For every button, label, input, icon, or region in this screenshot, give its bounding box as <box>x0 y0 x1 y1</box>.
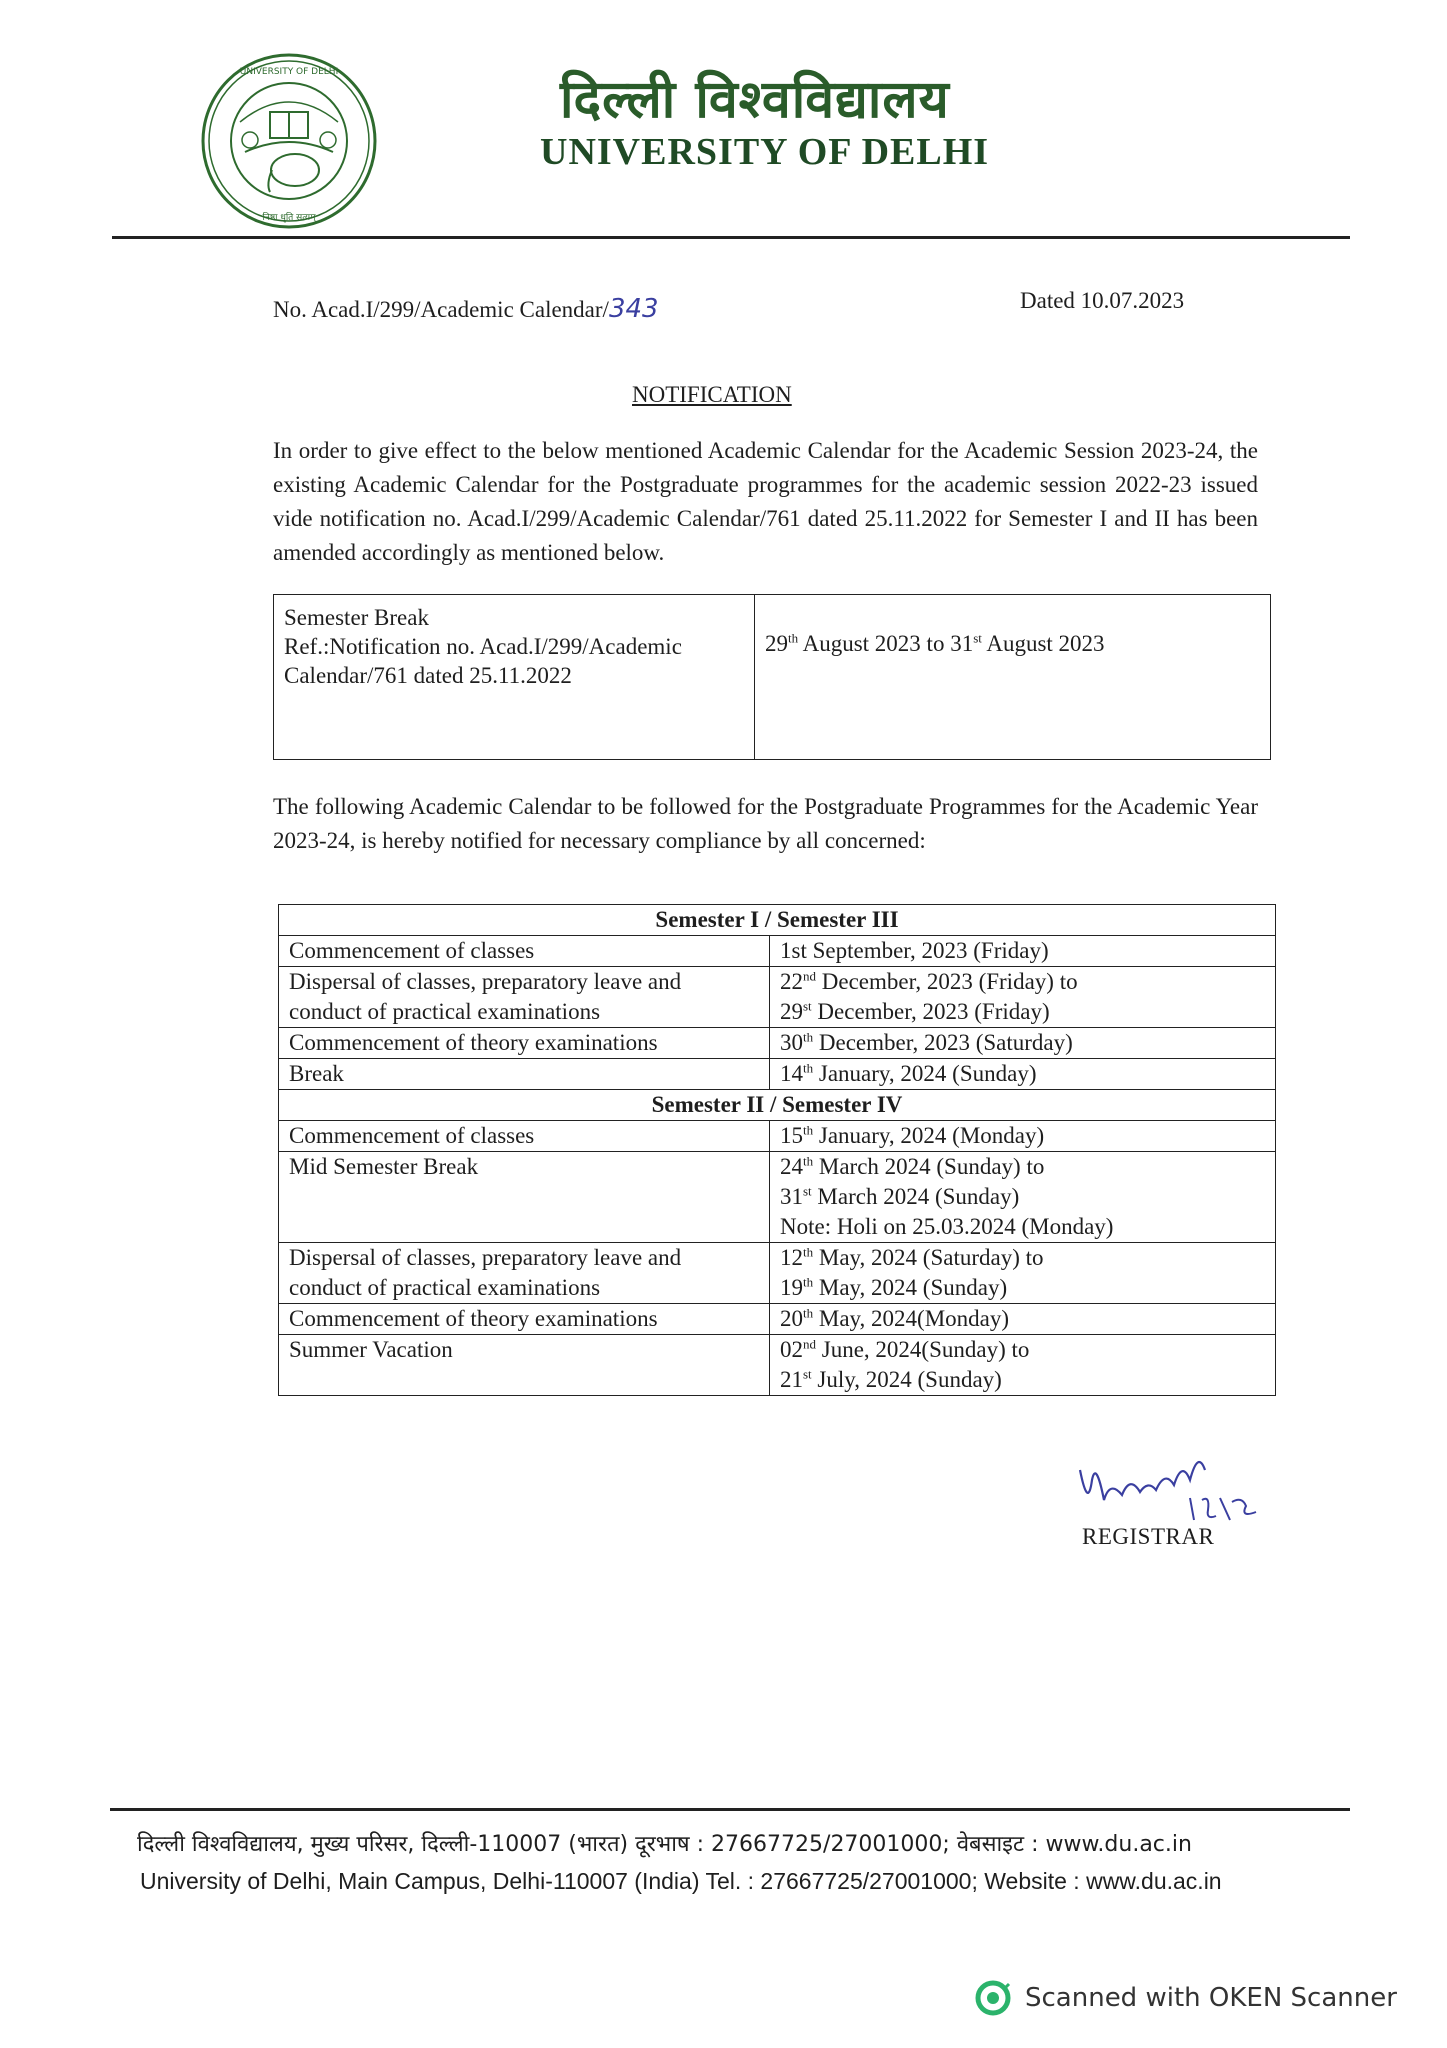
date-part: May, 2024 (Sunday) <box>813 1275 1008 1300</box>
date-sup: th <box>803 1244 814 1260</box>
university-name-hindi: दिल्ली विश्वविद्यालय <box>560 69 950 130</box>
date-sup: st <box>973 630 982 646</box>
table-row <box>279 1059 1276 1090</box>
table-row <box>279 1121 1276 1152</box>
university-seal-icon <box>200 52 378 230</box>
event-date <box>770 1243 1276 1304</box>
reference-prefix: No. Acad.I/299/Academic Calendar/ <box>273 297 609 322</box>
event-label: Commencement of classes <box>279 1121 770 1152</box>
date-sup: st <box>803 1183 812 1199</box>
date-part: 21 <box>780 1367 803 1392</box>
date-part: December, 2023 (Saturday) <box>813 1030 1073 1055</box>
footer-divider <box>110 1808 1350 1811</box>
date-sup: th <box>803 1122 814 1138</box>
handwritten-number: 343 <box>608 294 659 324</box>
date-sup: th <box>803 1060 814 1076</box>
label-line: conduct of practical examinations <box>289 999 601 1024</box>
header-divider <box>112 236 1350 239</box>
table-row <box>274 595 1271 760</box>
date-part: January, 2024 (Sunday) <box>813 1061 1037 1086</box>
event-date <box>770 1059 1276 1090</box>
date-part: 24 <box>780 1154 803 1179</box>
event-label <box>279 1243 770 1304</box>
date-part: March 2024 (Sunday) to <box>813 1154 1045 1179</box>
event-date <box>770 1028 1276 1059</box>
date-sup: th <box>803 1305 814 1321</box>
date-part: June, 2024(Sunday) to <box>816 1337 1030 1362</box>
date-part: 30 <box>780 1030 803 1055</box>
date-part: 02 <box>780 1337 803 1362</box>
table-row <box>279 936 1276 967</box>
date-part: August 2023 to 31 <box>798 631 974 656</box>
event-date: 1st September, 2023 (Friday) <box>770 936 1276 967</box>
date-sup: st <box>803 1366 812 1382</box>
semester-break-table <box>273 594 1271 760</box>
table-row <box>279 1335 1276 1396</box>
label-line: Semester Break <box>284 605 429 630</box>
date-part: 31 <box>780 1184 803 1209</box>
holi-note: Note: Holi on 25.03.2024 (Monday) <box>780 1214 1114 1239</box>
event-date <box>770 1152 1276 1243</box>
event-label: Commencement of classes <box>279 936 770 967</box>
footer-english: University of Delhi, Main Campus, Delhi-110007 (India) Tel. : 27667725/27001000; Website : www.du.ac.in <box>140 1868 1222 1894</box>
notification-heading: NOTIFICATION <box>632 382 792 407</box>
date-part: December, 2023 (Friday) to <box>816 969 1078 994</box>
scanner-watermark <box>975 1980 1397 2016</box>
event-label: Mid Semester Break <box>279 1152 770 1243</box>
event-label: Break <box>279 1059 770 1090</box>
date-part: 29 <box>780 999 803 1024</box>
registrar-signature-icon <box>1070 1440 1280 1530</box>
footer-hindi: दिल्ली विश्वविद्यालय, मुख्य परिसर, दिल्ली-110007 (भारत) दूरभाष : 27667725/27001000; वेबसाइट : www.du.ac.in <box>137 1832 1192 1857</box>
seal-text: UNIVERSITY OF DELHI <box>239 67 339 77</box>
dated: Dated 10.07.2023 <box>1020 288 1185 313</box>
event-label: Summer Vacation <box>279 1335 770 1396</box>
academic-calendar-table <box>278 904 1276 1396</box>
label-line: conduct of practical examinations <box>289 1275 601 1300</box>
table-row <box>279 967 1276 1028</box>
seal-motto: निष्ठा धृति सत्यम् <box>262 213 316 223</box>
table-row <box>279 1028 1276 1059</box>
label-line: Dispersal of classes, preparatory leave and <box>289 1245 682 1270</box>
date-sup: th <box>803 1274 814 1290</box>
date-part: August 2023 <box>981 631 1105 656</box>
table-row <box>279 1152 1276 1243</box>
semester-header: Semester II / Semester IV <box>279 1090 1276 1121</box>
table-row <box>279 1090 1276 1121</box>
label-line: Dispersal of classes, preparatory leave and <box>289 969 682 994</box>
table-row <box>279 905 1276 936</box>
event-date <box>770 1335 1276 1396</box>
date-part: January, 2024 (Monday) <box>813 1123 1045 1148</box>
date-part: 15 <box>780 1123 803 1148</box>
event-date <box>770 1304 1276 1335</box>
date-part: 22 <box>780 969 803 994</box>
date-sup: th <box>803 1153 814 1169</box>
date-sup: st <box>803 998 812 1014</box>
calendar-intro-paragraph: The following Academic Calendar to be followed for the Postgraduate Programmes for the Academic Year 2023-24, is hereby notified for necessary compliance by all concerned: <box>273 794 1258 853</box>
university-name-english: UNIVERSITY OF DELHI <box>540 131 990 173</box>
label-line: Ref.:Notification no. Acad.I/299/Academic <box>284 634 682 659</box>
date-sup: th <box>803 1029 814 1045</box>
event-label <box>279 967 770 1028</box>
date-part: May, 2024(Monday) <box>813 1306 1010 1331</box>
event-date <box>770 967 1276 1028</box>
reference-number <box>273 294 659 324</box>
date-part: 19 <box>780 1275 803 1300</box>
intro-paragraph: In order to give effect to the below mentioned Academic Calendar for the Academic Session 2023-24, the existing Academic Calendar for the Postgraduate programmes for the academic session 2022-23 issued vide notification no. Acad.I/299/Academic Calendar/761 dated 25.11.2022 for Semester I and II has been amended accordingly as mentioned below. <box>273 438 1258 565</box>
date-sup: nd <box>803 968 816 984</box>
date-sup: th <box>788 630 799 646</box>
event-label: Commencement of theory examinations <box>279 1028 770 1059</box>
event-date <box>770 1121 1276 1152</box>
registrar-title: REGISTRAR <box>1082 1524 1215 1549</box>
table-row <box>279 1243 1276 1304</box>
date-part: 29 <box>765 631 788 656</box>
scanner-text: Scanned with OKEN Scanner <box>1025 1983 1397 2013</box>
oken-scanner-icon <box>975 1980 1011 2016</box>
date-sup: nd <box>803 1336 816 1352</box>
date-part: 20 <box>780 1306 803 1331</box>
event-label: Commencement of theory examinations <box>279 1304 770 1335</box>
semester-break-dates <box>755 595 1271 760</box>
semester-break-label <box>274 595 755 760</box>
semester-header: Semester I / Semester III <box>279 905 1276 936</box>
date-part: December, 2023 (Friday) <box>811 999 1050 1024</box>
date-part: March 2024 (Sunday) <box>811 1184 1020 1209</box>
date-part: 12 <box>780 1245 803 1270</box>
label-line: Calendar/761 dated 25.11.2022 <box>284 663 572 688</box>
table-row <box>279 1304 1276 1335</box>
date-part: May, 2024 (Saturday) to <box>813 1245 1044 1270</box>
date-part: July, 2024 (Sunday) <box>811 1367 1002 1392</box>
date-part: 14 <box>780 1061 803 1086</box>
